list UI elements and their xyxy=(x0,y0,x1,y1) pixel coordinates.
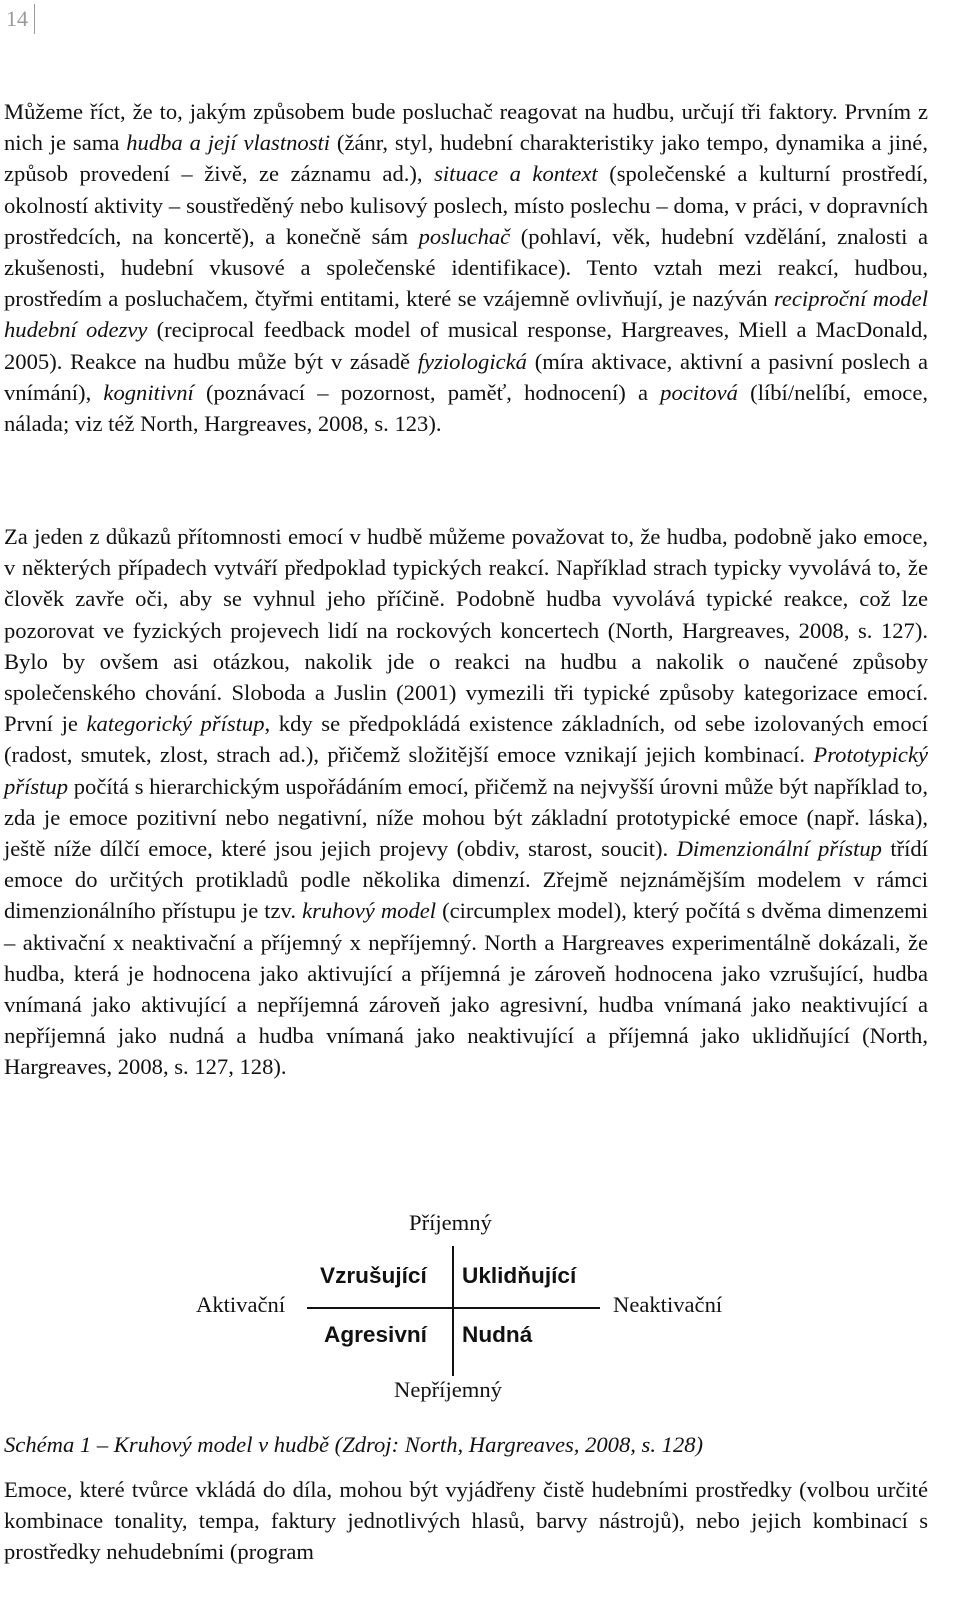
italic-term: fyziologická xyxy=(417,348,527,374)
text-run: počítá s hierarchickým uspořádáním emocí, přičemž na nejvyšší úrovni může být například to, zda je emoce pozitivní nebo negativní, níže mohou být základní prototypické emoce (např. láska), ještě níže dílčí emoce, které jsou jejich projevy (obdiv, starost, soucit). xyxy=(4,773,928,862)
text-run: Můžeme říct, že to, jakým způsobem bude posluchač reagovat na hudbu, určují tři faktory. Prvním z nich je sama xyxy=(4,99,928,156)
text-run: (poznávací – pozornost, paměť, hodnocení) a xyxy=(193,379,661,405)
text-run: , kdy se předpokládá existence základních, od sebe izolovaných emocí (radost, smutek, zlost, strach ad.), přičemž složitější emoce vznikají jejich kombinací. xyxy=(4,711,928,768)
text-run: (reciprocal feedback model of musical response, Hargreaves, Miell a MacDonald, 2005). Reakce na hudbu může být v zásadě xyxy=(4,317,928,374)
italic-term: kognitivní xyxy=(103,379,194,405)
page-number-divider xyxy=(34,4,35,34)
text-run: Emoce, které tvůrce vkládá do díla, mohou být vyjádřeny čistě hudebními prostředky (volbou určité kombinace tonality, tempa, faktury jednotlivých hlasů, barvy nástrojů), nebo jejich kombinací s prostředky nehudebními (program xyxy=(4,1477,928,1565)
paragraph-2 xyxy=(4,521,928,1083)
pole-bottom-label: Nepříjemný xyxy=(394,1377,502,1402)
quadrant-top-left-label: Vzrušující xyxy=(320,1263,427,1288)
text-run: třídí emoce do určitých protikladů podle několika dimenzí. Zřejmě nejznámějším modelem v rámci dimenzionálního přístupu je tzv. xyxy=(4,836,928,924)
text-run: Za jeden z důkazů přítomnosti emocí v hudbě můžeme považovat to, že hudba, podobně jako emoce, v některých případech vytváří předpoklad typických reakcí. Například strach typicky vyvolává to, že člověk zavře oči, aby se vyhnul jeho příčině. Podobně hudba vyvolává typické reakce, což lze pozorovat ve fyzických projevech lidí na rockových koncertech (North, Hargreaves, 2008, s. 127). Bylo by ovšem asi otázkou, nakolik jde o reakci na hudbu a nakolik o naučené způsoby společenského chování. Sloboda a Juslin (2001) vymezili tři typické způsoby kategorizace emocí. První je xyxy=(4,524,928,737)
text-run: (líbí/nelíbí, emoce, nálada; viz též North, Hargreaves, 2008, s. 123). xyxy=(4,379,929,437)
quadrant-bottom-right-label: Nudná xyxy=(462,1322,533,1347)
text-run: (společenské a kulturní prostředí, okolností aktivity – soustředěný nebo kulisový poslech, místo poslechu – doma, v práci, v dopravních prostředcích, na koncertě), a konečně sám xyxy=(4,161,928,249)
italic-term: hudba a její vlastnosti xyxy=(126,130,331,156)
italic-term: kruhový model xyxy=(302,898,437,924)
italic-term: Prototypický přístup xyxy=(4,742,928,799)
quadrant-top-right-label: Uklidňující xyxy=(462,1263,577,1288)
paragraph-1 xyxy=(4,96,928,439)
page-number: 14 xyxy=(6,6,28,31)
italic-term: reciproční model hudební odezvy xyxy=(4,286,928,343)
italic-term: situace a kontext xyxy=(434,161,598,187)
text-run: (míra aktivace, aktivní a pasivní poslech a vnímání), xyxy=(4,348,928,405)
pole-top-label: Příjemný xyxy=(409,1210,492,1235)
diagram-caption: Schéma 1 – Kruhový model v hudbě (Zdroj: North, Hargreaves, 2008, s. 128) xyxy=(4,1432,704,1457)
italic-term: kategorický přístup xyxy=(86,711,265,737)
italic-term: posluchač xyxy=(418,223,511,249)
italic-term: Dimenzionální přístup xyxy=(676,836,882,862)
pole-right-label: Neaktivační xyxy=(613,1292,723,1317)
text-run: (circumplex model), který počítá s dvěma dimenzemi – aktivační x neaktivační a příjemný x nepříjemný. North a Hargreaves experimentálně dokázali, že hudba, která je hodnocena jako aktivující a příjemná je zároveň hodnocena jako vzrušující, hudba vnímaná jako aktivující a nepříjemná zároveň jako agresivní, hudba vnímaná jako neaktivující a nepříjemná jako nudná a hudba vnímaná jako neaktivující a příjemná jako uklidňující (North, Hargreaves, 2008, s. 127, 128). xyxy=(4,898,928,1080)
quadrant-bottom-left-label: Agresivní xyxy=(324,1322,427,1347)
vertical-axis xyxy=(452,1246,454,1376)
text-run: (žánr, styl, hudební charakteristiky jako tempo, dynamika a jiné, způsob provedení – živě, ze záznamu ad.), xyxy=(4,130,928,187)
circumplex-diagram xyxy=(0,1200,940,1420)
italic-term: pocitová xyxy=(660,379,738,405)
pole-left-label: Aktivační xyxy=(196,1292,286,1317)
text-run: (pohlaví, věk, hudební vzdělání, znalosti a zkušenosti, hudební vkusové a společenské identifikace). Tento vztah mezi reakcí, hudbou, prostředím a posluchačem, čtyřmi entitami, které se vzájemně ovlivňují, je nazýván xyxy=(4,223,928,312)
paragraph-3 xyxy=(4,1474,928,1568)
